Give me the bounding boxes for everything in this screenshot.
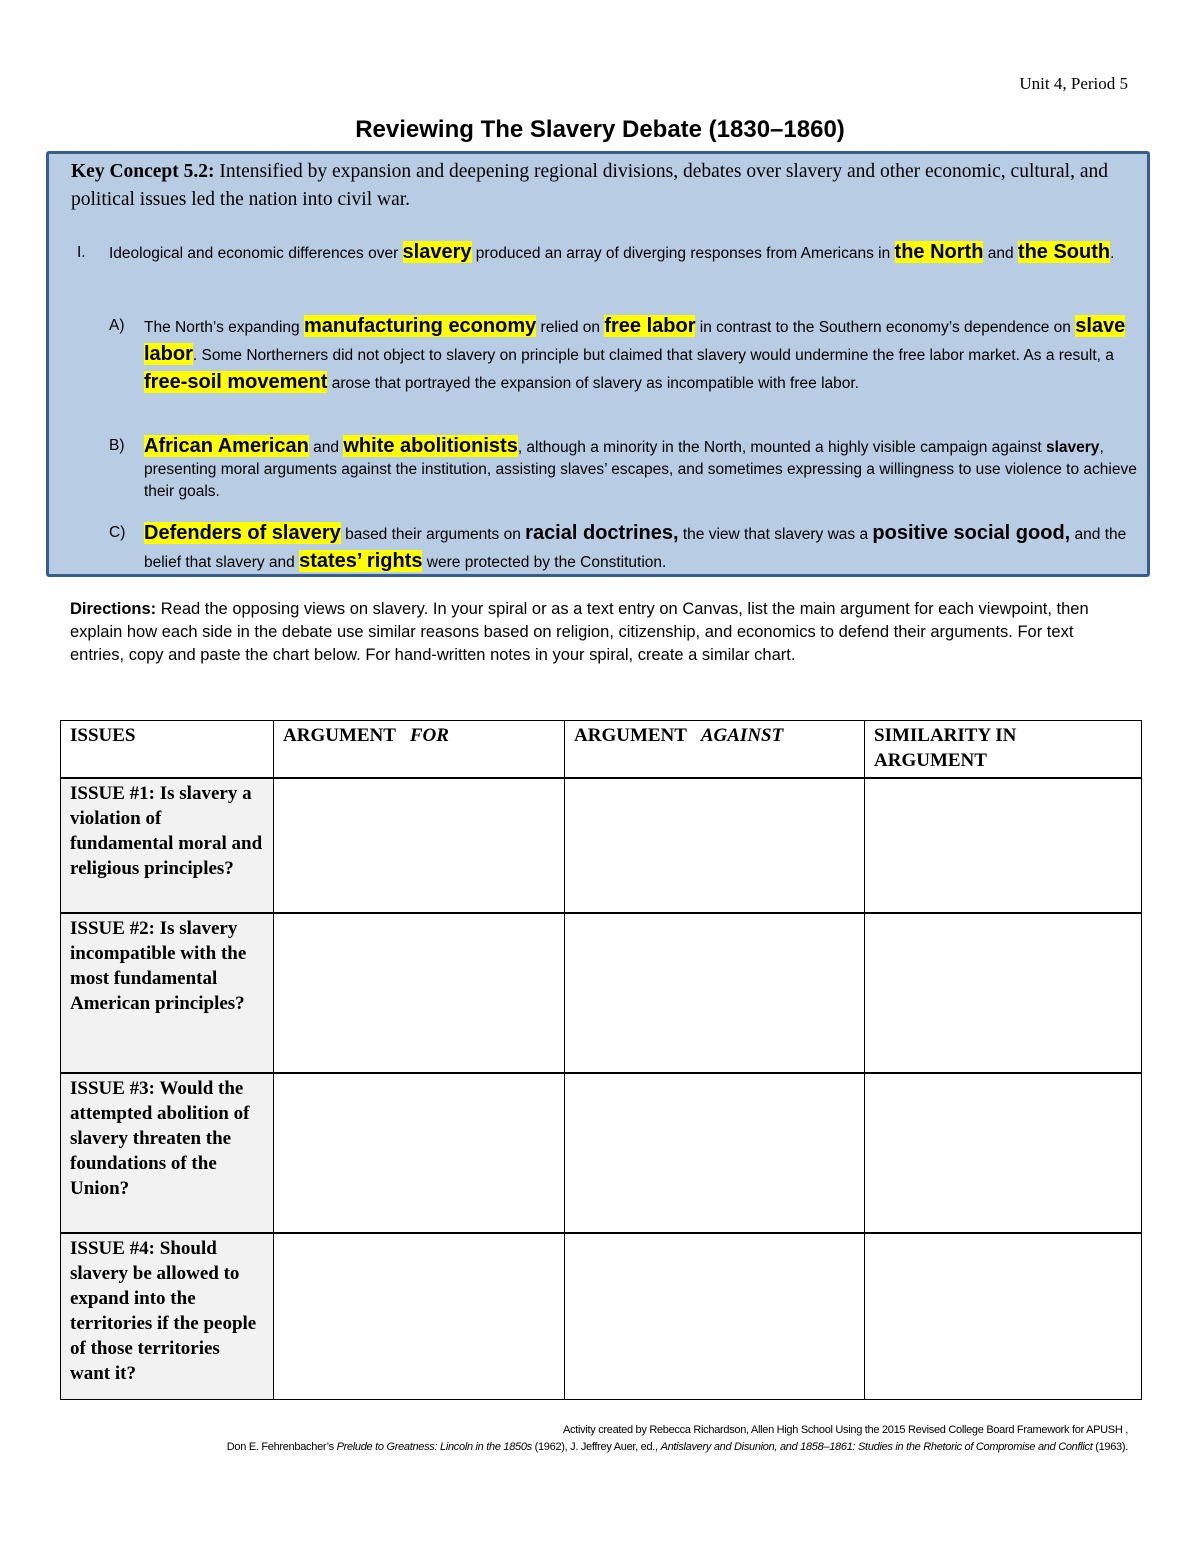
point-i-text: and xyxy=(983,245,1018,262)
highlight-african-american: African American xyxy=(144,435,309,457)
point-c-text: were protected by the Constitution. xyxy=(422,554,667,571)
header-similarity: SIMILARITY IN ARGUMENT xyxy=(865,721,1142,779)
argument-for-cell[interactable] xyxy=(274,1233,565,1400)
argument-against-cell[interactable] xyxy=(565,1073,865,1233)
highlight-states-rights: states’ rights xyxy=(299,550,423,572)
credit-title: Antislavery and Disunion, and 1858–1861: Studies in the Rhetoric of Compromise and Conflict xyxy=(660,1441,1093,1453)
credit-text: Don E. Fehrenbacher’s xyxy=(226,1441,337,1453)
point-b-text: , although a minority in the North, mounted a highly visible campaign against xyxy=(517,439,1046,456)
point-a-text: relied on xyxy=(536,319,605,336)
point-c-letter: C) xyxy=(109,524,126,541)
argument-for-cell[interactable] xyxy=(274,913,565,1073)
point-a-text: arose that portrayed the expansion of slavery as incompatible with free labor. xyxy=(327,375,859,392)
credit-line-2 xyxy=(60,1441,1128,1453)
similarity-cell[interactable] xyxy=(865,1233,1142,1400)
credit-text: (1963). xyxy=(1092,1441,1128,1453)
highlight-slavery: slavery xyxy=(402,241,472,263)
highlight-slave-labor: slave labor xyxy=(144,315,1126,365)
point-b xyxy=(109,435,1139,503)
header-issues: ISSUES xyxy=(61,721,274,779)
highlight-manufacturing-economy: manufacturing economy xyxy=(303,315,537,337)
point-b-text: , presenting moral arguments against the institution, assisting slaves’ escapes, and sometimes expressing a willingness to use violence to achieve their goals. xyxy=(144,439,1137,500)
credit-title: Prelude to Greatness: Lincoln in the 1850s xyxy=(336,1441,532,1453)
header-argument-against xyxy=(565,721,865,779)
credit-line-1: Activity created by Rebecca Richardson, Allen High School Using the 2015 Revised College Board Framework for APUSH , xyxy=(563,1424,1128,1436)
page-title: Reviewing The Slavery Debate (1830–1860) xyxy=(355,116,845,143)
issue-cell: ISSUE #1: Is slavery a violation of fundamental moral and religious principles? xyxy=(61,778,274,913)
point-a-text: . Some Northerners did not object to slavery on principle but claimed that slavery would undermine the free labor market. As a result, a xyxy=(192,347,1114,364)
header-against-em: AGAINST xyxy=(700,725,784,746)
similarity-cell[interactable] xyxy=(865,778,1142,913)
table-row xyxy=(61,778,1142,913)
key-concept-box xyxy=(46,151,1150,577)
highlight-free-soil-movement: free-soil movement xyxy=(144,371,328,393)
table-row xyxy=(61,1233,1142,1400)
point-c-text: and the belief that slavery and xyxy=(144,526,1127,571)
point-c-text: based their arguments on xyxy=(340,526,526,543)
header-for-prefix: ARGUMENT xyxy=(283,725,401,746)
unit-period-label: Unit 4, Period 5 xyxy=(1019,74,1128,93)
key-concept-label: Key Concept 5.2: xyxy=(71,161,215,182)
point-b-text: and xyxy=(308,439,344,456)
highlight-the-south: the South xyxy=(1017,241,1111,263)
point-a-letter: A) xyxy=(109,317,125,334)
table-row xyxy=(61,1073,1142,1233)
issue-cell: ISSUE #2: Is slavery incompatible with the most fundamental American principles? xyxy=(61,913,274,1073)
directions-label: Directions: xyxy=(70,600,157,618)
argument-for-cell[interactable] xyxy=(274,1073,565,1233)
table-header-row xyxy=(61,721,1142,779)
point-i-text: Ideological and economic differences over xyxy=(109,245,403,262)
point-b-letter: B) xyxy=(109,437,125,454)
credit-text: (1962), J. Jeffrey Auer, ed., xyxy=(531,1441,661,1453)
highlight-defenders-of-slavery: Defenders of slavery xyxy=(144,522,341,544)
issue-cell: ISSUE #3: Would the attempted abolition of slavery threaten the foundations of the Union? xyxy=(61,1073,274,1233)
argument-against-cell[interactable] xyxy=(565,913,865,1073)
similarity-cell[interactable] xyxy=(865,1073,1142,1233)
issue-cell: ISSUE #4: Should slavery be allowed to expand into the territories if the people of those territories want it? xyxy=(61,1233,274,1400)
table-row xyxy=(61,913,1142,1073)
highlight-white-abolitionists: white abolitionists xyxy=(343,435,518,457)
bold-slavery: slavery xyxy=(1045,439,1100,456)
directions xyxy=(70,598,1130,667)
point-c xyxy=(109,520,1139,576)
highlight-free-labor: free labor xyxy=(604,315,696,337)
argument-against-cell[interactable] xyxy=(565,778,865,913)
point-i-text: produced an array of diverging responses from Americans in xyxy=(471,245,895,262)
point-a-text: in contrast to the Southern economy’s dependence on xyxy=(695,319,1076,336)
directions-text: Read the opposing views on slavery. In your spiral or as a text entry on Canvas, list the main argument for each viewpoint, then explain how each side in the debate use similar reasons based on religion, citizenship, and economics to defend their arguments. For text entries, copy and paste the chart below. For hand-written notes in your spiral, create a similar chart. xyxy=(70,600,1089,664)
argument-for-cell[interactable] xyxy=(274,778,565,913)
header-for-em: FOR xyxy=(409,725,449,746)
point-i-text: . xyxy=(1110,245,1115,262)
key-concept-text: Intensified by expansion and deepening regional divisions, debates over slavery and other economic, cultural, and political issues led the nation into civil war. xyxy=(71,161,1109,210)
similarity-cell[interactable] xyxy=(865,913,1142,1073)
bold-racial-doctrines: racial doctrines, xyxy=(525,522,679,544)
header-argument-for xyxy=(274,721,565,779)
issues-table xyxy=(60,720,1142,1400)
key-concept xyxy=(71,158,1131,214)
point-i xyxy=(77,239,1117,267)
point-i-number: I. xyxy=(77,244,86,261)
bold-positive-social-good: positive social good, xyxy=(872,522,1071,544)
point-a xyxy=(109,313,1139,397)
point-a-text: The North’s expanding xyxy=(144,319,304,336)
header-against-prefix: ARGUMENT xyxy=(574,725,692,746)
highlight-the-north: the North xyxy=(894,241,984,263)
argument-against-cell[interactable] xyxy=(565,1233,865,1400)
point-c-text: the view that slavery was a xyxy=(678,526,873,543)
